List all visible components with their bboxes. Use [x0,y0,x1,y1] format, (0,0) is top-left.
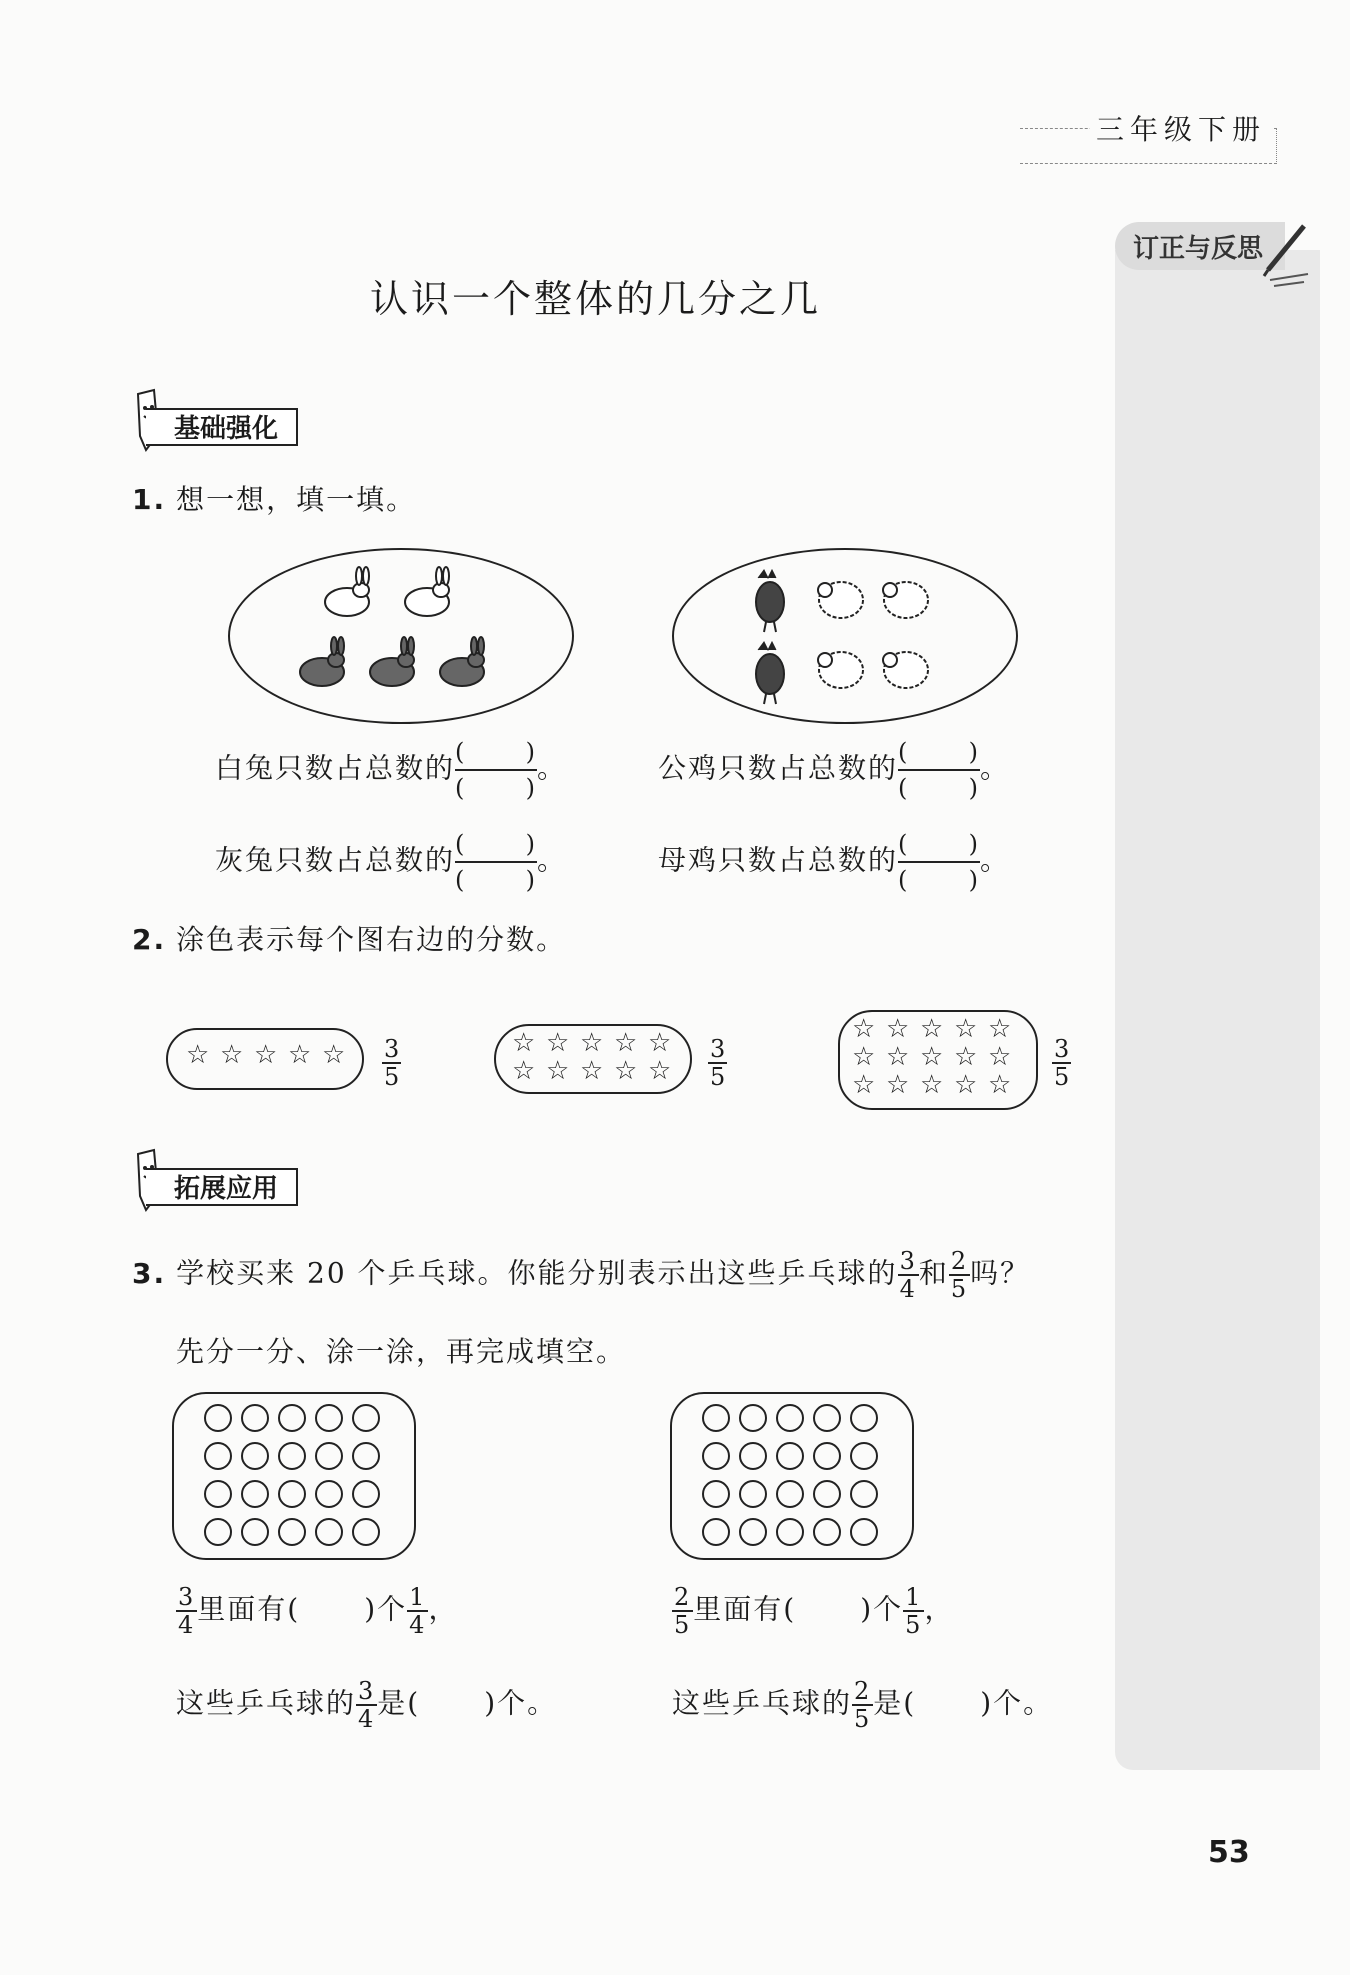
q2-text: 涂色表示每个图右边的分数。 [176,923,567,956]
star-icon[interactable]: ☆ [512,1028,536,1058]
q2-prompt [132,918,566,958]
hen-icon [883,582,928,618]
ping-pong-ball[interactable] [739,1518,767,1546]
star-icon[interactable]: ☆ [546,1056,570,1086]
star-icon[interactable]: ☆ [254,1040,278,1070]
blank-label: 灰兔只数占总数的 [215,843,456,877]
ping-pong-ball[interactable] [315,1442,343,1470]
pencil-icon [1260,218,1312,288]
star-icon[interactable]: ☆ [220,1040,244,1070]
fraction-answer-blank[interactable]: ( ) ( ) [455,830,538,894]
q3-right-line2: 这些乒乓球的 $\frac{2}{5}$ 是( )个。 [672,1677,1054,1733]
star-group-fraction: $\frac{3}{5}$ [1054,1035,1070,1091]
q1-number: 1. [132,483,167,516]
q3-instruction: 先分一分、涂一涂，再完成填空。 [176,1335,627,1368]
ping-pong-ball[interactable] [241,1480,269,1508]
chicken-figures [672,548,1018,724]
q3-prompt: 3. 学校买来 20 个乒乓球。你能分别表示出这些乒乓球的 $\frac{3}{4}$ 和 $\frac{2}{5}$ 吗？ [132,1247,1031,1303]
ping-pong-ball[interactable] [278,1480,306,1508]
hen-icon [883,652,928,688]
ping-pong-ball[interactable] [241,1518,269,1546]
star-icon[interactable]: ☆ [648,1056,672,1086]
blank-label: 公鸡只数占总数的 [658,751,899,785]
star-icon[interactable]: ☆ [186,1040,210,1070]
ping-pong-ball[interactable] [315,1518,343,1546]
ping-pong-ball[interactable] [739,1442,767,1470]
fraction-two-fifths: $\frac{2}{5}$ [950,1247,969,1303]
star-icon[interactable]: ☆ [988,1014,1012,1044]
white-rabbit-icon [325,567,369,616]
ping-pong-ball[interactable] [352,1518,380,1546]
ping-pong-ball[interactable] [739,1480,767,1508]
star-icon[interactable]: ☆ [648,1028,672,1058]
star-icon[interactable]: ☆ [920,1070,944,1100]
ping-pong-ball[interactable] [813,1480,841,1508]
ping-pong-ball[interactable] [315,1404,343,1432]
star-icon[interactable]: ☆ [512,1056,536,1086]
ping-pong-ball[interactable] [813,1442,841,1470]
ping-pong-ball[interactable] [204,1404,232,1432]
rooster-icon [756,642,784,704]
ping-pong-ball[interactable] [204,1480,232,1508]
blank-label: 白兔只数占总数的 [215,751,456,785]
hen-icon [818,652,863,688]
q3-right-line1: $\frac{2}{5}$ 里面有( )个 $\frac{1}{5}$ ， [674,1583,955,1639]
ping-pong-ball[interactable] [850,1480,878,1508]
star-icon[interactable]: ☆ [920,1042,944,1072]
ping-pong-ball[interactable] [813,1518,841,1546]
star-icon[interactable]: ☆ [852,1042,876,1072]
reflection-sidebar [1115,250,1320,1770]
ping-pong-ball[interactable] [813,1404,841,1432]
fraction-answer-blank[interactable]: ( ) ( ) [455,738,538,802]
q2-number: 2. [132,923,167,956]
fraction-three-quarters: $\frac{3}{4}$ [899,1247,917,1303]
blank-gray-rabbit: 灰兔只数占总数的 ( ) ( ) 。 [215,830,568,894]
ping-pong-ball[interactable] [850,1442,878,1470]
q3-left-line2: 这些乒乓球的 $\frac{3}{4}$ 是( )个。 [176,1677,558,1733]
q1-prompt [132,478,416,518]
star-icon[interactable]: ☆ [580,1056,604,1086]
star-icon[interactable]: ☆ [614,1028,638,1058]
q1-text: 想一想，填一填。 [176,483,417,516]
blank-hen: 母鸡只数占总数的 ( ) ( ) 。 [658,830,1011,894]
star-icon[interactable]: ☆ [988,1070,1012,1100]
star-icon[interactable]: ☆ [288,1040,312,1070]
hen-icon [818,582,863,618]
star-icon[interactable]: ☆ [954,1070,978,1100]
ping-pong-ball[interactable] [204,1518,232,1546]
star-icon[interactable]: ☆ [886,1070,910,1100]
star-icon[interactable]: ☆ [322,1040,346,1070]
q3-left-line1: $\frac{3}{4}$ 里面有( )个 $\frac{1}{4}$ ， [178,1583,459,1639]
ping-pong-ball[interactable] [278,1404,306,1432]
ping-pong-ball[interactable] [776,1518,804,1546]
ping-pong-ball[interactable] [702,1518,730,1546]
section-extend-badge: 拓展应用 [146,1168,298,1206]
ping-pong-ball[interactable] [204,1442,232,1470]
star-icon[interactable]: ☆ [988,1042,1012,1072]
ping-pong-ball[interactable] [241,1404,269,1432]
star-icon[interactable]: ☆ [920,1014,944,1044]
star-icon[interactable]: ☆ [954,1042,978,1072]
blank-label: 母鸡只数占总数的 [658,843,899,877]
page-number: 53 [1208,1835,1250,1870]
gray-rabbit-icon [300,637,344,686]
star-icon[interactable]: ☆ [852,1070,876,1100]
rabbit-figures [228,548,574,724]
grade-label: 三年级下册 [1090,108,1272,148]
fraction-answer-blank[interactable]: ( ) ( ) [898,738,981,802]
ping-pong-ball[interactable] [352,1442,380,1470]
ping-pong-ball[interactable] [352,1404,380,1432]
white-rabbit-icon [405,567,449,616]
reflection-label: 订正与反思 [1133,234,1264,264]
ping-pong-ball[interactable] [315,1480,343,1508]
page-title: 认识一个整体的几分之几 [370,277,822,321]
star-icon[interactable]: ☆ [886,1042,910,1072]
star-icon[interactable]: ☆ [852,1014,876,1044]
ping-pong-ball[interactable] [352,1480,380,1508]
star-group-fraction: $\frac{3}{5}$ [384,1035,400,1091]
ping-pong-ball[interactable] [702,1480,730,1508]
rooster-icon [756,570,784,632]
ping-pong-ball[interactable] [702,1442,730,1470]
q3-number: 3. [132,1256,167,1290]
gray-rabbit-icon [440,637,484,686]
fraction-answer-blank[interactable]: ( ) ( ) [898,830,981,894]
star-icon[interactable]: ☆ [580,1028,604,1058]
blank-white-rabbit: 白兔只数占总数的 ( ) ( ) 。 [215,738,568,802]
star-icon[interactable]: ☆ [954,1014,978,1044]
ping-pong-ball[interactable] [776,1442,804,1470]
blank-rooster: 公鸡只数占总数的 ( ) ( ) 。 [658,738,1011,802]
star-icon[interactable]: ☆ [546,1028,570,1058]
ping-pong-ball[interactable] [850,1518,878,1546]
ping-pong-ball[interactable] [739,1404,767,1432]
star-icon[interactable]: ☆ [886,1014,910,1044]
gray-rabbit-icon [370,637,414,686]
star-group-fraction: $\frac{3}{5}$ [710,1035,726,1091]
ping-pong-ball[interactable] [241,1442,269,1470]
ping-pong-ball[interactable] [776,1480,804,1508]
ping-pong-ball[interactable] [702,1404,730,1432]
ping-pong-ball[interactable] [776,1404,804,1432]
star-icon[interactable]: ☆ [614,1056,638,1086]
ping-pong-ball[interactable] [278,1518,306,1546]
section-basic-badge: 基础强化 [146,408,298,446]
ping-pong-ball[interactable] [850,1404,878,1432]
ping-pong-ball[interactable] [278,1442,306,1470]
